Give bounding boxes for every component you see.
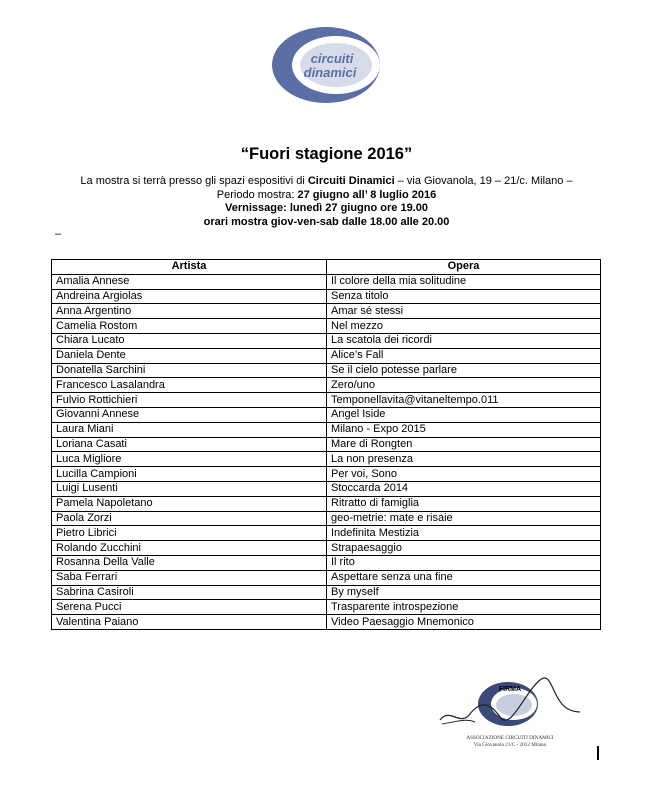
work-title: La non presenza — [327, 452, 601, 467]
artist-name: Paola Zorzi — [52, 511, 327, 526]
artist-name: Luca Migliore — [52, 452, 327, 467]
work-title: geo-metrie: mate e risaie — [327, 511, 601, 526]
table-row — [52, 496, 601, 511]
artist-name: Loriana Casati — [52, 437, 327, 452]
exhibition-info — [0, 175, 653, 229]
artworks-table — [51, 259, 601, 630]
dash-mark: – — [55, 228, 62, 240]
info-period-line: Periodo mostra: 27 giugno all’ 8 luglio 2016 — [216, 188, 437, 201]
work-title: Video Paesaggio Mnemonico — [327, 615, 601, 630]
artist-name: Saba Ferrari — [52, 570, 327, 585]
work-title: Il rito — [327, 555, 601, 570]
artist-name: Anna Argentino — [52, 304, 327, 319]
artist-name: Rosanna Della Valle — [52, 555, 327, 570]
table-row — [52, 467, 601, 482]
artist-name: Fulvio Rottichieri — [52, 393, 327, 408]
work-title: Milano - Expo 2015 — [327, 422, 601, 437]
artist-name: Giovanni Annese — [52, 407, 327, 422]
artist-name: Donatella Sarchini — [52, 363, 327, 378]
artist-name: Pamela Napoletano — [52, 496, 327, 511]
table-row — [52, 600, 601, 615]
table-row — [52, 422, 601, 437]
table-row — [52, 615, 601, 630]
artist-name: Andreina Argiolas — [52, 289, 327, 304]
artist-name: Daniela Dente — [52, 348, 327, 363]
artist-name: Camelia Rostom — [52, 319, 327, 334]
table-row — [52, 274, 601, 289]
table-row — [52, 378, 601, 393]
table-row — [52, 526, 601, 541]
table-row — [52, 333, 601, 348]
work-title: Il colore della mia solitudine — [327, 274, 601, 289]
table-row — [52, 555, 601, 570]
artist-name: Luigi Lusenti — [52, 481, 327, 496]
work-title: Mare di Rongten — [327, 437, 601, 452]
artist-name: Serena Pucci — [52, 600, 327, 615]
table-row — [52, 407, 601, 422]
work-title: Nel mezzo — [327, 319, 601, 334]
artist-name: Amalia Annese — [52, 274, 327, 289]
table-row — [52, 511, 601, 526]
stamp-line-1: ASSOCIAZIONE CIRCUITI DINAMICI — [466, 735, 554, 741]
work-title: Indefinita Mestizia — [327, 526, 601, 541]
work-title: La scatola dei ricordi — [327, 333, 601, 348]
work-title: Trasparente introspezione — [327, 600, 601, 615]
svg-text:circuiti: circuiti — [310, 51, 354, 66]
info-hours-line: orari mostra giov-ven-sab dalle 18.00 alle 20.00 — [203, 215, 450, 228]
signature-stamp — [430, 672, 590, 752]
work-title: Zero/uno — [327, 378, 601, 393]
firma-label: FIRMA — [498, 686, 522, 693]
artist-name: Valentina Paiano — [52, 615, 327, 630]
artist-name: Sabrina Casiroli — [52, 585, 327, 600]
column-header-artist: Artista — [52, 260, 327, 275]
column-header-work: Opera — [327, 260, 601, 275]
table-row — [52, 348, 601, 363]
text-cursor — [597, 746, 599, 760]
table-row — [52, 437, 601, 452]
work-title: By myself — [327, 585, 601, 600]
info-venue-line: La mostra si terrà presso gli spazi espositivi di Circuiti Dinamici – via Giovanola, 19 – 21/c. Milano – — [80, 175, 573, 187]
table-row — [52, 304, 601, 319]
table-row — [52, 541, 601, 556]
work-title: Ritratto di famiglia — [327, 496, 601, 511]
svg-text:dinamici: dinamici — [303, 65, 357, 80]
table-row — [52, 452, 601, 467]
page-title: “Fuori stagione 2016” — [240, 145, 413, 163]
stamp-line-2: Via Giovanola 21/C - 2012 Milano — [473, 742, 547, 748]
artist-name: Pietro Librici — [52, 526, 327, 541]
table-header-row — [52, 260, 601, 275]
work-title: Temponellavita@vitaneltempo.011 — [327, 393, 601, 408]
work-title: Alice’s Fall — [327, 348, 601, 363]
work-title: Per voi, Sono — [327, 467, 601, 482]
artist-name: Chiara Lucato — [52, 333, 327, 348]
table-row — [52, 319, 601, 334]
table-row — [52, 585, 601, 600]
work-title: Angel Iside — [327, 407, 601, 422]
artist-name: Laura Miani — [52, 422, 327, 437]
table-row — [52, 363, 601, 378]
work-title: Se il cielo potesse parlare — [327, 363, 601, 378]
table-row — [52, 393, 601, 408]
table-row — [52, 481, 601, 496]
table-row — [52, 570, 601, 585]
work-title: Amar sé stessi — [327, 304, 601, 319]
table-body — [52, 274, 601, 629]
work-title: Senza titolo — [327, 289, 601, 304]
work-title: Strapaesaggio — [327, 541, 601, 556]
artist-name: Lucilla Campioni — [52, 467, 327, 482]
table-row — [52, 289, 601, 304]
artist-name: Francesco Lasalandra — [52, 378, 327, 393]
work-title: Aspettare senza una fine — [327, 570, 601, 585]
circuiti-dinamici-logo — [270, 25, 382, 105]
info-vernissage-line: Vernissage: lunedì 27 giugno ore 19.00 — [225, 202, 428, 214]
artist-name: Rolando Zucchini — [52, 541, 327, 556]
work-title: Stoccarda 2014 — [327, 481, 601, 496]
